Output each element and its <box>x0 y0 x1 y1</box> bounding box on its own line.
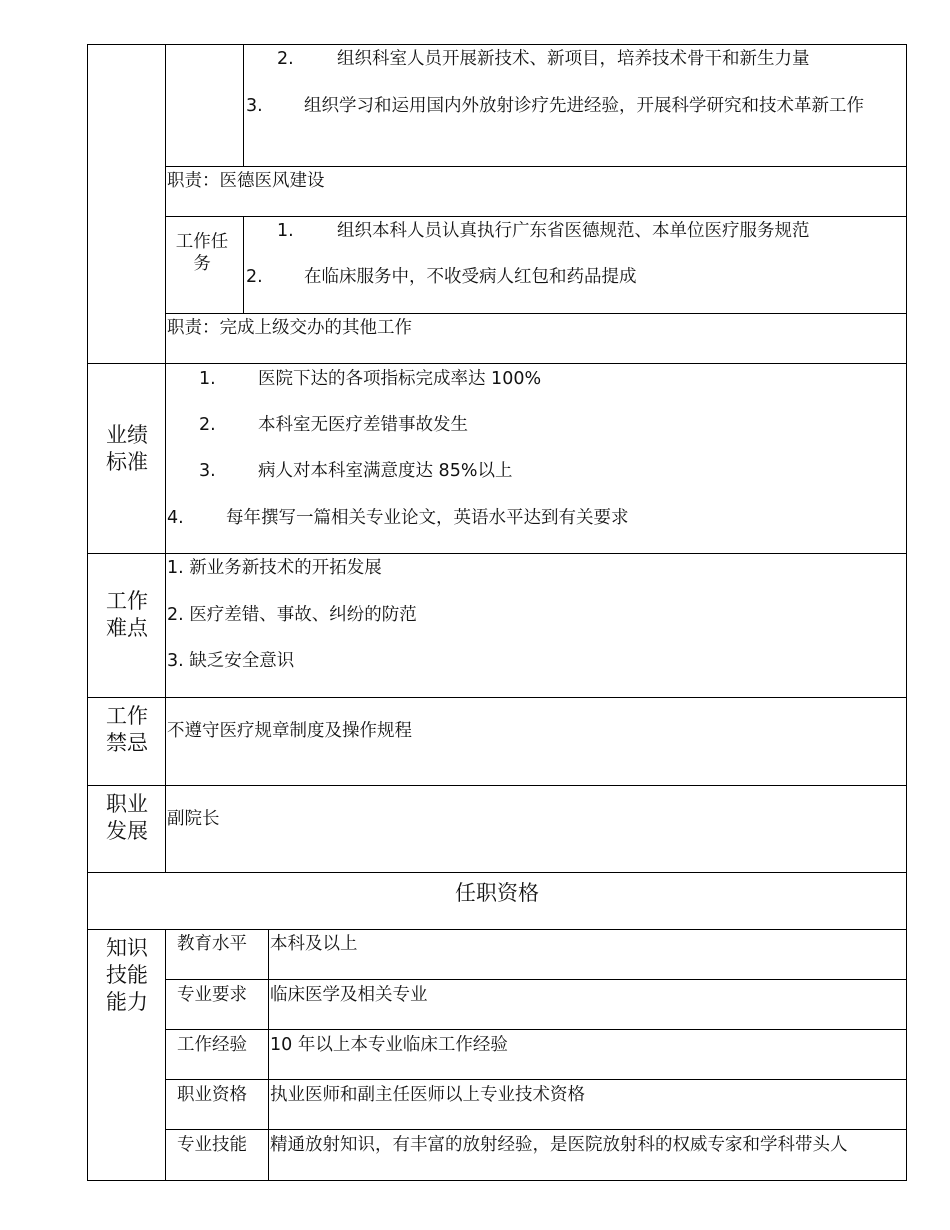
qualification-group-label: 知识技能能力 <box>106 936 148 1014</box>
col-divider-main-lower <box>165 929 166 1181</box>
qual-value-certification: 执业医师和副主任医师以上专业技术资格 <box>270 1085 585 1105</box>
qual-value-skills: 精通放射知识，有丰富的放射经验，是医院放射科的权威专家和学科带头人 <box>270 1135 848 1155</box>
difficulty-item-3: 3. 缺乏安全意识 <box>167 651 295 671</box>
row-line <box>87 872 907 873</box>
row-line <box>87 363 907 364</box>
performance-item-2-text: 本科室无医疗差错事故发生 <box>258 415 468 435</box>
qual-value-education: 本科及以上 <box>270 934 358 954</box>
performance-item-4-num: 4. <box>167 508 184 528</box>
row-line <box>165 313 907 314</box>
duty-ethics: 职责：医德医风建设 <box>167 171 325 191</box>
row-line <box>165 979 907 980</box>
performance-item-3-num: 3. <box>199 461 216 481</box>
difficulty-label: 工作难点 <box>106 589 148 640</box>
border-right <box>906 44 907 1181</box>
qual-value-major: 临床医学及相关专业 <box>270 985 428 1005</box>
row-line <box>165 1129 907 1130</box>
performance-item-1-text: 医院下达的各项指标完成率达 100% <box>258 369 542 389</box>
qualification-title: 任职资格 <box>455 881 539 905</box>
career-label: 职业发展 <box>106 792 148 843</box>
col-divider-task-1 <box>243 44 244 167</box>
row-line <box>165 216 907 217</box>
difficulty-item-2: 2. 医疗差错、事故、纠纷的防范 <box>167 605 417 625</box>
task-item-2-text: 组织科室人员开展新技术、新项目，培养技术骨干和新生力量 <box>337 49 810 69</box>
task-item-3-num: 3. <box>246 96 263 116</box>
ethics-item-1-text: 组织本科人员认真执行广东省医德规范、本单位医疗服务规范 <box>337 221 810 241</box>
ethics-item-2-num: 2. <box>246 267 263 287</box>
border-left <box>87 44 88 1181</box>
taboo-label: 工作禁忌 <box>106 704 148 755</box>
performance-item-4-text: 每年撰写一篇相关专业论文，英语水平达到有关要求 <box>226 508 629 528</box>
row-line <box>165 166 907 167</box>
ethics-item-2-text: 在临床服务中，不收受病人红包和药品提成 <box>304 267 637 287</box>
row-line <box>87 697 907 698</box>
col-divider-main <box>165 44 166 873</box>
row-line <box>87 785 907 786</box>
task-item-2-num: 2. <box>277 49 294 69</box>
task-item-3-text: 组织学习和运用国内外放射诊疗先进经验，开展科学研究和技术革新工作 <box>304 96 864 116</box>
row-line <box>165 1029 907 1030</box>
row-line <box>87 553 907 554</box>
taboo-text: 不遵守医疗规章制度及操作规程 <box>167 721 412 741</box>
border-bottom <box>87 1180 907 1181</box>
career-text: 副院长 <box>167 809 220 829</box>
row-line <box>87 929 907 930</box>
ethics-item-1-num: 1. <box>277 221 294 241</box>
col-divider-task-2 <box>243 216 244 314</box>
qual-label-experience: 工作经验 <box>177 1035 247 1055</box>
qual-label-skills: 专业技能 <box>177 1135 247 1155</box>
work-task-label: 工作任务 <box>175 232 229 274</box>
row-line <box>165 1079 907 1080</box>
performance-item-1-num: 1. <box>199 369 216 389</box>
qual-label-certification: 职业资格 <box>177 1085 247 1105</box>
qual-value-experience: 10 年以上本专业临床工作经验 <box>270 1035 508 1055</box>
qual-label-education: 教育水平 <box>177 934 247 954</box>
performance-label: 业绩标准 <box>106 423 148 474</box>
border-top <box>87 44 907 45</box>
performance-item-3-text: 病人对本科室满意度达 85%以上 <box>258 461 513 481</box>
qual-label-major: 专业要求 <box>177 985 247 1005</box>
duty-other: 职责：完成上级交办的其他工作 <box>167 318 412 338</box>
difficulty-item-1: 1. 新业务新技术的开拓发展 <box>167 558 382 578</box>
performance-item-2-num: 2. <box>199 415 216 435</box>
